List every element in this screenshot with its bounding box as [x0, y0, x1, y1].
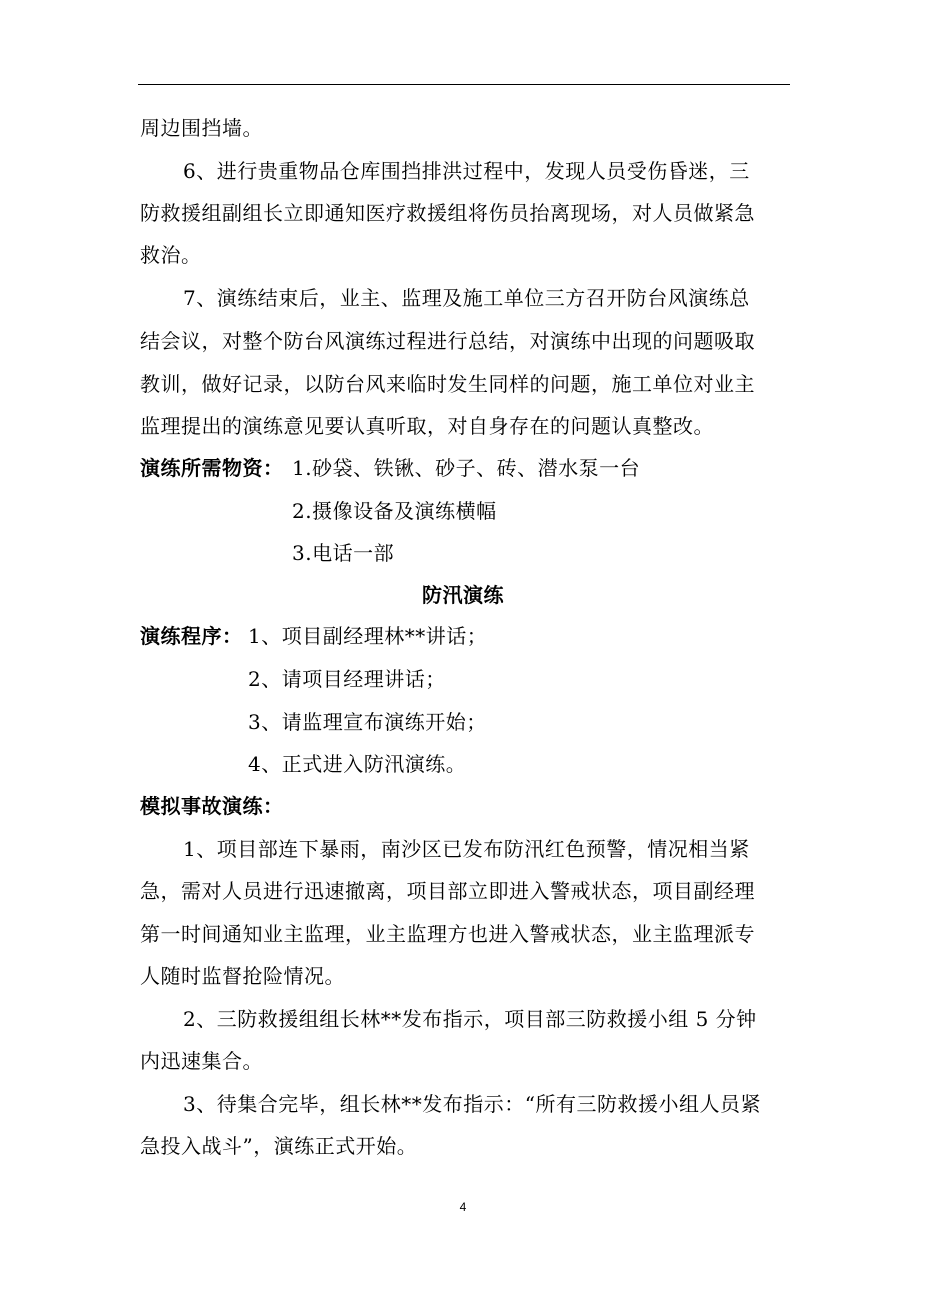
paragraph-line: 防救援组副组长立即通知医疗救援组将伤员抬离现场，对人员做紧急: [140, 201, 755, 225]
procedure-step: 4、正式进入防汛演练。: [248, 752, 467, 776]
section-title: 防汛演练: [422, 583, 504, 607]
paragraph-line: 周边围挡墙。: [140, 116, 263, 140]
procedure-step: 2、请项目经理讲话；: [248, 667, 446, 691]
paragraph-line: 6、进行贵重物品仓库围挡排洪过程中，发现人员受伤昏迷，三: [183, 159, 750, 183]
procedure-label: 演练程序：: [140, 624, 243, 648]
header-rule: [138, 84, 790, 85]
paragraph-line: 结会议，对整个防台风演练过程进行总结，对演练中出现的问题吸取: [140, 329, 755, 353]
paragraph-line: 2、三防救援组组长林**发布指示，项目部三防救援小组 5 分钟: [183, 1007, 757, 1031]
procedure-step: 1、项目副经理林**讲话；: [248, 624, 488, 648]
procedure-step: 3、请监理宣布演练开始；: [248, 710, 487, 734]
page-number: 4: [459, 1200, 467, 1214]
materials-item: 1.砂袋、铁锹、砂子、砖、潜水泵一台: [292, 456, 641, 480]
paragraph-line: 监理提出的演练意见要认真听取，对自身存在的问题认真整改。: [140, 414, 714, 438]
paragraph-line: 急投入战斗”，演练正式开始。: [140, 1134, 418, 1158]
paragraph-line: 教训，做好记录，以防台风来临时发生同样的问题，施工单位对业主: [140, 372, 755, 396]
paragraph-line: 人随时监督抢险情况。: [140, 964, 345, 988]
paragraph-line: 7、演练结束后，业主、监理及施工单位三方召开防台风演练总: [183, 286, 750, 310]
simulation-label: 模拟事故演练：: [140, 794, 284, 818]
paragraph-line: 第一时间通知业主监理，业主监理方也进入警戒状态，业主监理派专: [140, 922, 755, 946]
materials-item: 3.电话一部: [292, 541, 395, 565]
materials-item: 2.摄像设备及演练横幅: [292, 499, 497, 523]
paragraph-line: 救治。: [140, 243, 202, 267]
materials-label: 演练所需物资：: [140, 456, 284, 480]
paragraph-line: 急，需对人员进行迅速撤离，项目部立即进入警戒状态，项目副经理: [140, 879, 755, 903]
paragraph-line: 内迅速集合。: [140, 1049, 263, 1073]
paragraph-line: 1、项目部连下暴雨，南沙区已发布防汛红色预警，情况相当紧: [183, 837, 750, 861]
paragraph-line: 3、待集合完毕，组长林**发布指示：“所有三防救援小组人员紧: [183, 1092, 761, 1116]
